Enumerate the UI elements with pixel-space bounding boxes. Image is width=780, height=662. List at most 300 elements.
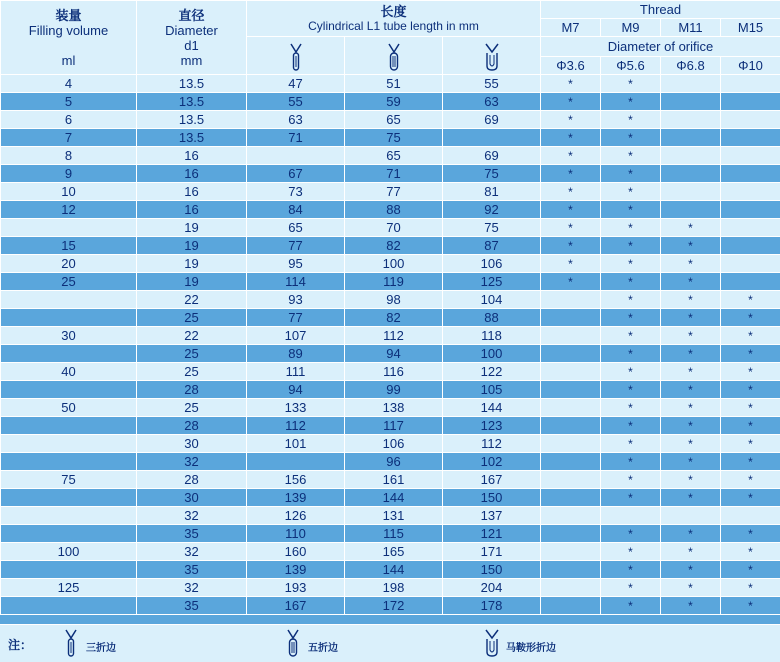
diameter-cell: 32 bbox=[137, 507, 247, 525]
thread-m7-mark: * bbox=[541, 129, 601, 147]
thread-m7-mark: * bbox=[541, 237, 601, 255]
thread-m11-mark: * bbox=[661, 435, 721, 453]
length-saddle-fold-cell: 167 bbox=[443, 471, 541, 489]
filling-volume-cell: 4 bbox=[1, 75, 137, 93]
table-row bbox=[1, 363, 780, 381]
thread-m7-mark bbox=[541, 453, 601, 471]
thread-m7-mark bbox=[541, 597, 601, 615]
thread-size: M9 bbox=[601, 19, 661, 37]
length-five-fold-cell: 51 bbox=[345, 75, 443, 93]
length-five-fold-cell: 172 bbox=[345, 597, 443, 615]
thread-m9-mark: * bbox=[601, 597, 661, 615]
orifice-size: Φ6.8 bbox=[661, 57, 721, 75]
thread-m9-mark: * bbox=[601, 543, 661, 561]
thread-m9-mark: * bbox=[601, 327, 661, 345]
table-row bbox=[1, 111, 780, 129]
filling-volume-cell: 15 bbox=[1, 237, 137, 255]
length-triple-fold-cell: 77 bbox=[247, 309, 345, 327]
length-triple-fold-cell: 126 bbox=[247, 507, 345, 525]
thread-m11-mark: * bbox=[661, 273, 721, 291]
orifice-size: Φ10 bbox=[721, 57, 780, 75]
diameter-en: Diameter bbox=[137, 23, 246, 38]
length-five-fold-cell: 70 bbox=[345, 219, 443, 237]
thread-m11-mark: * bbox=[661, 417, 721, 435]
thread-m15-mark bbox=[721, 507, 780, 525]
filling-volume-cell: 125 bbox=[1, 579, 137, 597]
length-five-fold-cell: 131 bbox=[345, 507, 443, 525]
thread-m15-mark bbox=[721, 93, 780, 111]
thread-m15-mark: * bbox=[721, 345, 780, 363]
length-cn: 长度 bbox=[247, 4, 540, 19]
length-triple-fold-cell: 156 bbox=[247, 471, 345, 489]
table-row bbox=[1, 435, 780, 453]
thread-m7-mark bbox=[541, 381, 601, 399]
thread-m15-mark bbox=[721, 219, 780, 237]
table-row bbox=[1, 93, 780, 111]
length-five-fold-cell: 119 bbox=[345, 273, 443, 291]
thread-m11-mark: * bbox=[661, 453, 721, 471]
length-five-fold-cell: 106 bbox=[345, 435, 443, 453]
table-row bbox=[1, 129, 780, 147]
length-saddle-fold-cell: 81 bbox=[443, 183, 541, 201]
thread-m15-mark bbox=[721, 273, 780, 291]
length-saddle-fold-cell: 137 bbox=[443, 507, 541, 525]
length-saddle-fold-cell: 121 bbox=[443, 525, 541, 543]
thread-m9-mark: * bbox=[601, 309, 661, 327]
length-triple-fold-cell: 89 bbox=[247, 345, 345, 363]
diameter-cell: 32 bbox=[137, 543, 247, 561]
thread-m15-mark bbox=[721, 165, 780, 183]
length-col-saddle-fold bbox=[443, 37, 541, 75]
thread-m15-mark bbox=[721, 255, 780, 273]
table-row bbox=[1, 417, 780, 435]
table-row bbox=[1, 543, 780, 561]
length-triple-fold-cell bbox=[247, 147, 345, 165]
diameter-cell: 19 bbox=[137, 237, 247, 255]
thread-m11-mark: * bbox=[661, 219, 721, 237]
diameter-cell: 25 bbox=[137, 345, 247, 363]
note-label: 注： bbox=[8, 636, 32, 653]
thread-m11-mark: * bbox=[661, 525, 721, 543]
length-five-fold-cell: 77 bbox=[345, 183, 443, 201]
saddle-fold-tube-icon bbox=[484, 628, 500, 658]
diameter-cell: 13.5 bbox=[137, 111, 247, 129]
diameter-symbol: d1 bbox=[137, 38, 246, 53]
length-five-fold-cell: 99 bbox=[345, 381, 443, 399]
thread-m9-mark: * bbox=[601, 417, 661, 435]
thread-m9-mark: * bbox=[601, 471, 661, 489]
filling-volume-cell: 40 bbox=[1, 363, 137, 381]
thread-m7-mark bbox=[541, 525, 601, 543]
legend-label: 马鞍形折边 bbox=[506, 639, 556, 654]
thread-m15-mark: * bbox=[721, 561, 780, 579]
thread-header: Thread bbox=[541, 1, 780, 19]
length-five-fold-cell: 96 bbox=[345, 453, 443, 471]
thread-m15-mark: * bbox=[721, 435, 780, 453]
thread-m11-mark: * bbox=[661, 327, 721, 345]
length-triple-fold-cell: 84 bbox=[247, 201, 345, 219]
length-saddle-fold-cell: 171 bbox=[443, 543, 541, 561]
length-saddle-fold-cell: 204 bbox=[443, 579, 541, 597]
thread-m7-mark bbox=[541, 507, 601, 525]
thread-m9-mark: * bbox=[601, 525, 661, 543]
diameter-cell: 28 bbox=[137, 417, 247, 435]
table-row bbox=[1, 75, 780, 93]
thread-m9-mark: * bbox=[601, 201, 661, 219]
filling-volume-cell bbox=[1, 219, 137, 237]
thread-m7-mark bbox=[541, 399, 601, 417]
thread-m7-mark bbox=[541, 363, 601, 381]
filling-volume-cell bbox=[1, 597, 137, 615]
thread-m7-mark bbox=[541, 579, 601, 597]
filling-volume-cell bbox=[1, 525, 137, 543]
thread-m11-mark: * bbox=[661, 291, 721, 309]
thread-m11-mark bbox=[661, 507, 721, 525]
length-en: Cylindrical L1 tube length in mm bbox=[247, 19, 540, 34]
filling-volume-cell bbox=[1, 345, 137, 363]
thread-m11-mark bbox=[661, 147, 721, 165]
thread-m11-mark: * bbox=[661, 309, 721, 327]
thread-m11-mark: * bbox=[661, 489, 721, 507]
thread-m7-mark: * bbox=[541, 219, 601, 237]
length-five-fold-cell: 82 bbox=[345, 237, 443, 255]
thread-m9-mark: * bbox=[601, 435, 661, 453]
diameter-cell: 28 bbox=[137, 471, 247, 489]
diameter-cell: 16 bbox=[137, 183, 247, 201]
thread-m7-mark bbox=[541, 435, 601, 453]
length-col-triple-fold bbox=[247, 37, 345, 75]
thread-m15-mark: * bbox=[721, 471, 780, 489]
length-saddle-fold-cell: 105 bbox=[443, 381, 541, 399]
length-triple-fold-cell: 93 bbox=[247, 291, 345, 309]
thread-m15-mark: * bbox=[721, 363, 780, 381]
length-triple-fold-cell: 47 bbox=[247, 75, 345, 93]
thread-m9-mark: * bbox=[601, 75, 661, 93]
filling-cn: 装量 bbox=[1, 8, 136, 23]
length-triple-fold-cell: 65 bbox=[247, 219, 345, 237]
length-five-fold-cell: 138 bbox=[345, 399, 443, 417]
thread-m7-mark bbox=[541, 345, 601, 363]
thread-m9-mark: * bbox=[601, 93, 661, 111]
filling-volume-cell: 9 bbox=[1, 165, 137, 183]
filling-volume-cell bbox=[1, 381, 137, 399]
thread-m9-mark: * bbox=[601, 255, 661, 273]
thread-m9-mark: * bbox=[601, 561, 661, 579]
filling-volume-cell bbox=[1, 291, 137, 309]
thread-m15-mark: * bbox=[721, 525, 780, 543]
legend-label: 五折边 bbox=[308, 639, 338, 654]
filling-volume-cell: 20 bbox=[1, 255, 137, 273]
length-triple-fold-cell: 55 bbox=[247, 93, 345, 111]
filling-volume-cell bbox=[1, 309, 137, 327]
thread-m11-mark: * bbox=[661, 561, 721, 579]
thread-m9-mark: * bbox=[601, 165, 661, 183]
thread-m7-mark: * bbox=[541, 75, 601, 93]
diameter-cell: 32 bbox=[137, 579, 247, 597]
thread-m9-mark: * bbox=[601, 345, 661, 363]
diameter-cell: 28 bbox=[137, 381, 247, 399]
thread-m9-mark: * bbox=[601, 129, 661, 147]
legend-label: 三折边 bbox=[86, 639, 116, 654]
thread-m15-mark bbox=[721, 129, 780, 147]
length-five-fold-cell: 116 bbox=[345, 363, 443, 381]
diameter-cell: 13.5 bbox=[137, 93, 247, 111]
diameter-cell: 35 bbox=[137, 597, 247, 615]
thread-m15-mark bbox=[721, 237, 780, 255]
diameter-cell: 22 bbox=[137, 327, 247, 345]
thread-m7-mark: * bbox=[541, 255, 601, 273]
filling-volume-cell bbox=[1, 561, 137, 579]
diameter-cell: 16 bbox=[137, 165, 247, 183]
diameter-cell: 19 bbox=[137, 219, 247, 237]
length-saddle-fold-cell: 100 bbox=[443, 345, 541, 363]
orifice-size: Φ3.6 bbox=[541, 57, 601, 75]
thread-m11-mark: * bbox=[661, 579, 721, 597]
thread-size: M11 bbox=[661, 19, 721, 37]
five-fold-tube-icon bbox=[387, 42, 401, 72]
length-triple-fold-cell: 77 bbox=[247, 237, 345, 255]
thread-m11-mark bbox=[661, 183, 721, 201]
thread-m7-mark bbox=[541, 417, 601, 435]
filling-volume-cell: 6 bbox=[1, 111, 137, 129]
diameter-cell: 30 bbox=[137, 435, 247, 453]
thread-m9-mark: * bbox=[601, 183, 661, 201]
length-five-fold-cell: 117 bbox=[345, 417, 443, 435]
diameter-unit: mm bbox=[137, 53, 246, 68]
table-row bbox=[1, 345, 780, 363]
length-five-fold-cell: 94 bbox=[345, 345, 443, 363]
length-five-fold-cell: 115 bbox=[345, 525, 443, 543]
filling-volume-cell: 12 bbox=[1, 201, 137, 219]
diameter-cell: 35 bbox=[137, 525, 247, 543]
diameter-cell: 25 bbox=[137, 363, 247, 381]
thread-m15-mark: * bbox=[721, 291, 780, 309]
table-row bbox=[1, 597, 780, 615]
thread-m11-mark: * bbox=[661, 543, 721, 561]
thread-m11-mark bbox=[661, 129, 721, 147]
length-five-fold-cell: 59 bbox=[345, 93, 443, 111]
length-saddle-fold-cell: 104 bbox=[443, 291, 541, 309]
diameter-header bbox=[137, 1, 247, 75]
length-triple-fold-cell: 101 bbox=[247, 435, 345, 453]
thread-m15-mark: * bbox=[721, 543, 780, 561]
thread-m7-mark bbox=[541, 471, 601, 489]
length-triple-fold-cell: 114 bbox=[247, 273, 345, 291]
filling-volume-cell: 50 bbox=[1, 399, 137, 417]
thread-m7-mark: * bbox=[541, 165, 601, 183]
length-saddle-fold-cell: 69 bbox=[443, 147, 541, 165]
filling-volume-cell: 75 bbox=[1, 471, 137, 489]
table-row bbox=[1, 201, 780, 219]
thread-m7-mark bbox=[541, 327, 601, 345]
length-five-fold-cell: 82 bbox=[345, 309, 443, 327]
length-triple-fold-cell: 193 bbox=[247, 579, 345, 597]
thread-m9-mark: * bbox=[601, 399, 661, 417]
length-triple-fold-cell: 63 bbox=[247, 111, 345, 129]
triple-fold-tube-icon bbox=[64, 628, 78, 658]
filling-unit: ml bbox=[1, 53, 136, 68]
thread-m15-mark: * bbox=[721, 399, 780, 417]
thread-m9-mark: * bbox=[601, 273, 661, 291]
diameter-cell: 22 bbox=[137, 291, 247, 309]
length-saddle-fold-cell: 88 bbox=[443, 309, 541, 327]
table-row bbox=[1, 399, 780, 417]
table-row bbox=[1, 327, 780, 345]
length-five-fold-cell: 198 bbox=[345, 579, 443, 597]
length-five-fold-cell: 112 bbox=[345, 327, 443, 345]
length-triple-fold-cell: 111 bbox=[247, 363, 345, 381]
length-five-fold-cell: 65 bbox=[345, 147, 443, 165]
filling-en: Filling volume bbox=[1, 23, 136, 38]
thread-m15-mark: * bbox=[721, 453, 780, 471]
thread-m9-mark: * bbox=[601, 489, 661, 507]
length-triple-fold-cell bbox=[247, 453, 345, 471]
thread-m7-mark bbox=[541, 489, 601, 507]
length-triple-fold-cell: 139 bbox=[247, 561, 345, 579]
length-five-fold-cell: 88 bbox=[345, 201, 443, 219]
thread-m11-mark bbox=[661, 111, 721, 129]
length-triple-fold-cell: 167 bbox=[247, 597, 345, 615]
saddle-fold-tube-icon bbox=[484, 42, 500, 72]
length-saddle-fold-cell: 150 bbox=[443, 561, 541, 579]
length-saddle-fold-cell bbox=[443, 129, 541, 147]
table-row bbox=[1, 255, 780, 273]
thread-m11-mark: * bbox=[661, 399, 721, 417]
thread-m11-mark: * bbox=[661, 255, 721, 273]
thread-m7-mark: * bbox=[541, 273, 601, 291]
five-fold-tube-icon bbox=[286, 628, 300, 658]
table-row bbox=[1, 525, 780, 543]
length-col-five-fold bbox=[345, 37, 443, 75]
diameter-cell: 25 bbox=[137, 399, 247, 417]
length-triple-fold-cell: 73 bbox=[247, 183, 345, 201]
filling-volume-cell bbox=[1, 489, 137, 507]
thread-m15-mark bbox=[721, 201, 780, 219]
table-row bbox=[1, 291, 780, 309]
table-row bbox=[1, 561, 780, 579]
table-row bbox=[1, 147, 780, 165]
length-saddle-fold-cell: 92 bbox=[443, 201, 541, 219]
length-saddle-fold-cell: 63 bbox=[443, 93, 541, 111]
filling-volume-cell bbox=[1, 417, 137, 435]
length-triple-fold-cell: 112 bbox=[247, 417, 345, 435]
thread-m7-mark bbox=[541, 561, 601, 579]
length-triple-fold-cell: 95 bbox=[247, 255, 345, 273]
diameter-cell: 13.5 bbox=[137, 75, 247, 93]
orifice-header: Diameter of orifice bbox=[541, 37, 780, 57]
thread-m7-mark: * bbox=[541, 93, 601, 111]
thread-size: M15 bbox=[721, 19, 780, 37]
length-triple-fold-cell: 110 bbox=[247, 525, 345, 543]
thread-m15-mark bbox=[721, 111, 780, 129]
thread-m11-mark: * bbox=[661, 237, 721, 255]
thread-m15-mark: * bbox=[721, 381, 780, 399]
thread-m9-mark: * bbox=[601, 381, 661, 399]
thread-m7-mark: * bbox=[541, 183, 601, 201]
thread-m11-mark bbox=[661, 75, 721, 93]
triple-fold-tube-icon bbox=[289, 42, 303, 72]
length-header bbox=[247, 1, 541, 37]
length-triple-fold-cell: 139 bbox=[247, 489, 345, 507]
thread-m11-mark: * bbox=[661, 471, 721, 489]
table-row bbox=[1, 579, 780, 597]
length-saddle-fold-cell: 106 bbox=[443, 255, 541, 273]
thread-m15-mark bbox=[721, 183, 780, 201]
filling-volume-cell: 30 bbox=[1, 327, 137, 345]
thread-size: M7 bbox=[541, 19, 601, 37]
thread-m11-mark bbox=[661, 93, 721, 111]
thread-m7-mark: * bbox=[541, 201, 601, 219]
length-saddle-fold-cell: 150 bbox=[443, 489, 541, 507]
thread-m15-mark: * bbox=[721, 489, 780, 507]
filling-volume-cell: 100 bbox=[1, 543, 137, 561]
table-row bbox=[1, 165, 780, 183]
thread-m15-mark bbox=[721, 147, 780, 165]
thread-m9-mark bbox=[601, 507, 661, 525]
length-five-fold-cell: 75 bbox=[345, 129, 443, 147]
diameter-cell: 35 bbox=[137, 561, 247, 579]
diameter-cell: 32 bbox=[137, 453, 247, 471]
length-saddle-fold-cell: 123 bbox=[443, 417, 541, 435]
length-saddle-fold-cell: 122 bbox=[443, 363, 541, 381]
table-header bbox=[1, 1, 780, 75]
filling-volume-cell: 5 bbox=[1, 93, 137, 111]
table-row bbox=[1, 489, 780, 507]
orifice-size: Φ5.6 bbox=[601, 57, 661, 75]
length-five-fold-cell: 144 bbox=[345, 561, 443, 579]
thread-m9-mark: * bbox=[601, 237, 661, 255]
filling-volume-cell bbox=[1, 507, 137, 525]
table-row bbox=[1, 183, 780, 201]
thread-m15-mark: * bbox=[721, 579, 780, 597]
filling-volume-cell: 7 bbox=[1, 129, 137, 147]
length-five-fold-cell: 144 bbox=[345, 489, 443, 507]
thread-m7-mark bbox=[541, 291, 601, 309]
diameter-cell: 30 bbox=[137, 489, 247, 507]
length-saddle-fold-cell: 55 bbox=[443, 75, 541, 93]
thread-m11-mark bbox=[661, 165, 721, 183]
thread-m11-mark bbox=[661, 201, 721, 219]
table-row bbox=[1, 453, 780, 471]
thread-m9-mark: * bbox=[601, 219, 661, 237]
length-saddle-fold-cell: 112 bbox=[443, 435, 541, 453]
diameter-cell: 13.5 bbox=[137, 129, 247, 147]
thread-m7-mark bbox=[541, 543, 601, 561]
length-saddle-fold-cell: 75 bbox=[443, 219, 541, 237]
diameter-cell: 16 bbox=[137, 147, 247, 165]
length-saddle-fold-cell: 178 bbox=[443, 597, 541, 615]
table-body bbox=[1, 75, 780, 615]
thread-m15-mark: * bbox=[721, 327, 780, 345]
filling-volume-cell: 25 bbox=[1, 273, 137, 291]
thread-m9-mark: * bbox=[601, 363, 661, 381]
table-row bbox=[1, 273, 780, 291]
thread-m7-mark: * bbox=[541, 111, 601, 129]
thread-m7-mark bbox=[541, 309, 601, 327]
thread-m15-mark: * bbox=[721, 417, 780, 435]
length-five-fold-cell: 161 bbox=[345, 471, 443, 489]
thread-m15-mark: * bbox=[721, 309, 780, 327]
length-triple-fold-cell: 107 bbox=[247, 327, 345, 345]
legend-bar bbox=[0, 624, 780, 662]
length-triple-fold-cell: 160 bbox=[247, 543, 345, 561]
filling-volume-header bbox=[1, 1, 137, 75]
table-row bbox=[1, 309, 780, 327]
length-saddle-fold-cell: 69 bbox=[443, 111, 541, 129]
thread-m9-mark: * bbox=[601, 579, 661, 597]
diameter-cell: 25 bbox=[137, 309, 247, 327]
thread-m11-mark: * bbox=[661, 363, 721, 381]
